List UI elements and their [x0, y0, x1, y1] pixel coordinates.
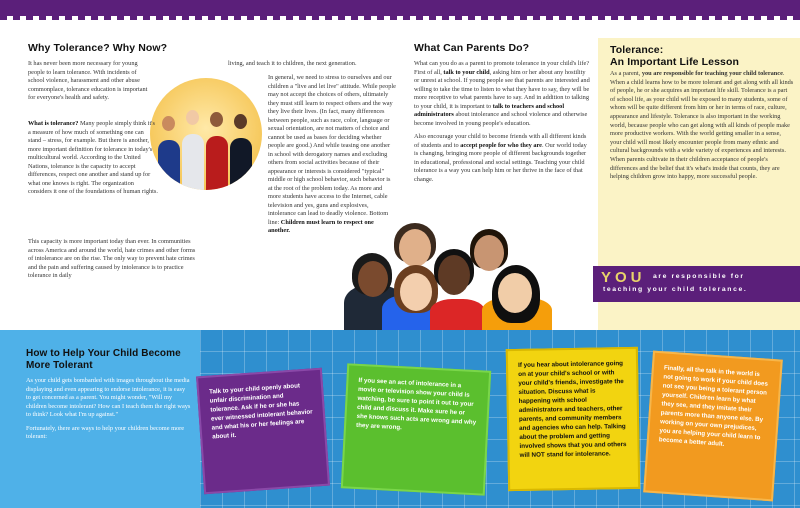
- accept-people-emphasis: accept people for who they are: [460, 141, 542, 149]
- teen-figure: [230, 138, 252, 190]
- banner-line-2: teaching your child tolerance.: [603, 286, 748, 293]
- parents-p1-text-2: , asking him or her about any hostility or unrest at school. If young people see that parents are interested and willing to take the time to listen to what they have to say, they will be more receptive to what parents have to say. And in addition to talking to your child, it is important to: [414, 68, 590, 110]
- tip-investigate-text-2: stand for intolerance.: [544, 450, 611, 459]
- face-shape: [438, 255, 470, 295]
- group-teens-photo: [342, 215, 557, 330]
- sidebar-title-line-1: Tolerance:: [610, 44, 664, 56]
- section-title-how-to-help: How to Help Your Child Become More Tolerant: [26, 348, 181, 371]
- parents-column: [414, 60, 590, 189]
- parents-paragraph-1: [414, 60, 590, 128]
- talk-to-teachers-emphasis: talk to teachers and school administrators: [414, 102, 565, 118]
- media-paragraph: As your child gets bombarded with images throughout the media displaying and even appearing to endorse intolerance, it is easy to get concerned as a parent. You might wonder, "Will my children become intolerant? How can I teach them the right ways to think? Look what I'm up against.": [26, 377, 191, 418]
- teens-photo-circle: [150, 78, 262, 190]
- why-tolerance-column-bottom: [28, 238, 198, 286]
- tip-card-be-tolerant: Finally, all the talk in the world is not going to work if your child does not see you being a tolerant person yourself. Children learn by what they see, and they imitate their parents more than anyone else. By working on your own prejudices, you are helping your child learn to become a better adult.: [643, 351, 783, 502]
- tip-card-media-intolerance: If you see an act of intolerance in a movie or television show your child is watching, be sure to point it out to your child and discuss it. Make sure he or she knows such acts are wrong and why they are wrong.: [341, 363, 491, 495]
- you-responsible-banner: [593, 266, 800, 302]
- why-tolerance-column-top: [28, 60, 148, 108]
- teen-head: [186, 110, 199, 125]
- sidebar-text: As a parent,: [610, 70, 642, 77]
- what-is-tolerance-paragraph: [28, 120, 158, 197]
- sidebar-body: [610, 70, 794, 182]
- face-shape: [498, 273, 532, 313]
- face-shape: [400, 273, 432, 311]
- parents-p2-text-2: . Our world today is changing, bringing more people of different backgrounds together in educational, professional and social settings. Teaching your child tolerance is a way you can help him or her thrive in the face of that change.: [414, 141, 587, 183]
- face-shape: [358, 261, 388, 297]
- talk-to-child-emphasis: talk to your child: [443, 68, 490, 76]
- live-let-live-body: In general, we need to stress to ourselves and our children a "live and let live" attitude. While people may not accept the choices of others, ultimately they must still learn to respect others and the way they live their lives. (In fact, many differences between people, such as race, color, language or sexual orientation, are not matters of choice and cannot be used as bases for deciding whether people are good.) And while teasing one another in school with derogatory names and excluding others from social activities because of their appearance or interests is considered "typical" middle or high school behavior, such behavior is at the root of the problem today. As more and more students have access to the Internet, cable television and yes, guns and explosives, intolerance can lead to deadly violence. Bottom line:: [268, 74, 396, 226]
- capacity-paragraph: This capacity is more important today than ever. In communities across America and around the world, hate crimes and other forms of intolerance are on the rise. The only way to prevent hate crimes and the pain and suffering caused by intolerance is to practice tolerance in daily: [28, 238, 196, 279]
- banner-you-word: YOU: [601, 269, 646, 286]
- banner-line-1: are responsible for: [653, 273, 745, 280]
- intro-paragraph: It has never been more necessary for young people to learn tolerance. With incidents of school violence, harassment and other abuse commonplace, tolerance education is important for everyone's health and safety.: [28, 60, 148, 101]
- living-paragraph: living, and teach it to children, the next generation.: [228, 60, 357, 67]
- sidebar-title: [598, 38, 800, 68]
- what-is-tolerance-body: Many people simply think it's a measure of how much of something one can stand – stress, for example. But there is another, more important definition for tolerance in today's multicultural world. According to the United Nations, tolerance is the capacity to accept differences, respect one another and stand up for what one knows is right. The organization considers it one of the foundations of human rights.: [28, 120, 158, 195]
- sidebar-emphasis: you are responsible for teaching your child tolerance: [641, 70, 783, 77]
- parents-p1-text-3: about intolerance and school violence and otherwise become involved in young people's education.: [414, 111, 588, 127]
- sidebar-text-2: . When a child learns how to be more tolerant and get along with all kinds of people, he or she acquires an important life skill. Tolerance is a part of school life, as your child will be exposed to many students, some of whom will be quite different from him or her in terms of race, culture, appearance and lifestyle. Tolerance is also important in the working world, because people who can get along with all kinds of people make more productive workers. With the world getting smaller in a sense, your child will most likely encounter people from many ethnic and cultural backgrounds with a wide variety of experiences and interests. When parents cultivate in their children acceptance of people's differences and the belief that it's what's inside that counts, they are helping children grow into happy, more successful people.: [610, 70, 794, 181]
- why-tolerance-column-mid: [28, 120, 158, 202]
- tip-card-investigate: [506, 347, 640, 491]
- section-title-why-tolerance: Why Tolerance? Why Now?: [28, 42, 168, 54]
- teen-head: [210, 112, 223, 127]
- tip-investigate-not: NOT: [531, 451, 545, 459]
- tip-card-talk-openly: Talk to your child openly about unfair discrimination and tolerance. Ask if he or she has ever witnessed intolerant behavior and what his or her feelings are about it.: [196, 368, 330, 495]
- teen-figure: [158, 140, 180, 190]
- section-title-parents: What Can Parents Do?: [414, 42, 530, 54]
- how-to-help-column: [26, 377, 191, 447]
- top-color-band: [0, 0, 800, 16]
- teen-figure: [206, 136, 228, 190]
- ways-paragraph: Fortunately, there are ways to help your children become more tolerant:: [26, 424, 185, 440]
- live-let-live-paragraph: [268, 74, 396, 236]
- sidebar-title-line-2: An Important Life Lesson: [610, 56, 739, 68]
- face-shape: [474, 235, 504, 271]
- parents-p2-text: Also encourage your child to become friends with all different kinds of students and to: [414, 133, 587, 149]
- shirt-shape: [430, 299, 485, 330]
- parents-p1-text: What can you do as a parent to promote tolerance in your child's life? First of all,: [414, 60, 590, 76]
- teen-head: [162, 116, 175, 131]
- face-shape: [399, 229, 431, 267]
- why-tolerance-column-2: [228, 60, 398, 74]
- bottom-line-emphasis: Children must learn to respect one another.: [268, 218, 374, 234]
- parents-paragraph-2: [414, 133, 590, 184]
- tip-investigate-text: If you hear about intolerance going on at your child's school or with your child's friends, investigate the situation. Discuss what is happening with school administrators and teachers, other parents, and community members and agencies who can help. Talking about the problem and getting involved shows that you and others will: [517, 360, 627, 459]
- what-is-tolerance-lead: What is tolerance?: [28, 120, 79, 127]
- teen-figure: [182, 134, 204, 190]
- teen-head: [234, 114, 247, 129]
